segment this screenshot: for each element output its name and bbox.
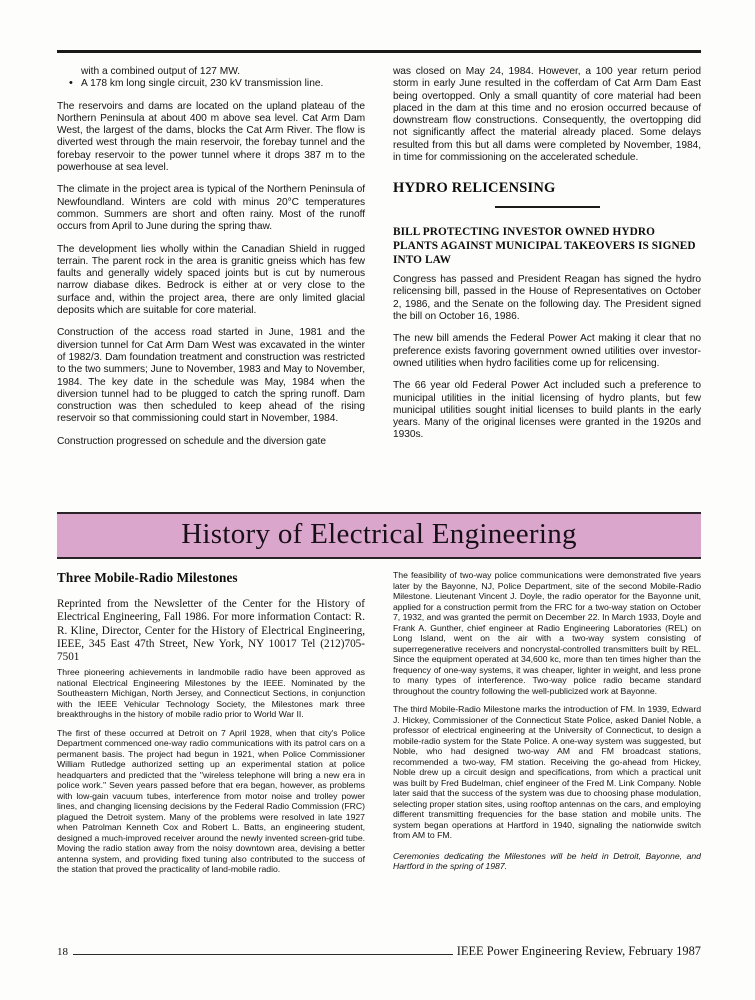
paragraph: Construction progressed on schedule and the diversion gate	[57, 435, 326, 447]
lower-article	[57, 570, 701, 930]
lower-left-column	[57, 570, 365, 930]
bullet-continuation-line: with a combined output of 127 MW.	[81, 66, 241, 77]
reprint-note: Reprinted from the Newsletter of the Center for the History of Electrical Engineering, Fall 1986. For more information Contact: R. R. Kline, Director, Center for the History of Electrical Engineering, IEEE, 345 East 47th Street, New York, NY 10017 Tel (212)705-7501	[57, 598, 365, 664]
paragraph: The 66 year old Federal Power Act included such a preference to municipal utilities in the initial licensing of hydro plants, but few municipal utilities sought initial licenses to build plants in the early years. Many of the original licenses were granted in the 1920s and 1930s.	[393, 380, 701, 441]
upper-left-column	[57, 66, 365, 486]
page-number: 18	[57, 946, 68, 958]
paragraph: The development lies wholly within the Canadian Shield in rugged terrain. The parent rock in the area is granitic gneiss which has few faults and generally widely spaced joints but is cut by numerous narrow diabase dikes. Bedrock is either at or very close to the surface and, within the project area, there are only limited glacial deposits which are suitable for core material.	[57, 243, 365, 317]
sub-heading: BILL PROTECTING INVESTOR OWNED HYDRO PLANTS AGAINST MUNICIPAL TAKEOVERS IS SIGNED INTO LAW	[393, 226, 696, 266]
article-heading: Three Mobile-Radio Milestones	[57, 570, 238, 585]
upper-article	[57, 66, 701, 486]
list-item: • A 178 km long single circuit, 230 kV transmission line.	[57, 78, 365, 90]
paragraph: The reservoirs and dams are located on the upland plateau of the Northern Peninsula at about 400 m above sea level. Cat Arm Dam West, the largest of the dams, blocks the Cat Arm River. The flow is diverted west through the main reservoir, the forebay tunnel and the forebay reservoir to the power tunnel where it drops 387 m to the powerhouse at sea level.	[57, 100, 365, 174]
upper-right-column	[393, 66, 701, 486]
paragraph: The feasibility of two-way police communications were demonstrated five years later by the Bayonne, NJ, Police Department, site of the second Mobile-Radio Milestone. Lieutenant Vincent J. Doyle, the radio operator for the Bayonne unit, applied for a construction permit from the FRC for a two-way station on October 7, 1932, and was granted the permit on December 22. In March 1933, Doyle and Frank A. Gunther, chief engineer at Radio Engineering Laboratories (REL) on Long Island, went on the air with a two-way system consisting of superregenerative receivers and noncrystal-controlled transmitters built by REL. Since the equipment operated at 34,600 kc, more than ten times higher than the frequency of one-way systems, it was cheaper, lighter in weight, and less prone to many types of interference. Two-way police radio became standard throughout the country following the well-publicized work at Bayonne.	[393, 570, 701, 696]
section-banner	[57, 512, 701, 559]
closing-italic-note: Ceremonies dedicating the Milestones will be held in Detroit, Bayonne, and Hartford in the spring of 1987.	[393, 850, 701, 871]
lower-right-column	[393, 570, 701, 930]
section-heading: HYDRO RELICENSING	[393, 180, 556, 197]
section-banner-title: History of Electrical Engineering	[181, 518, 577, 550]
publication-title: IEEE Power Engineering Review, February 1987	[456, 944, 701, 958]
section-heading-rule	[495, 206, 600, 208]
paragraph: The first of these occurred at Detroit on 7 April 1928, when that city's Police Department commenced one-way radio communications with its patrol cars on a permanent basis. The project had begun in 1921, when Police Commissioner William Rutledge authorized setting up an experimental station at police headquarters and predicted that the ''wireless telephone will bring a new era in police work.'' Seven years passed before that era began, however, as problems with low-gain vacuum tubes, interference from motor noise and trolley power lines, and changing licensing decisions by the Federal Radio Commission (FRC) plagued the Detroit system. Many of the problems were resolved in late 1927 when Patrolman Kenneth Cox and Robert L. Batts, an engineering student, designed a much-improved receiver around the newly invented screen-grid tube. Moving the radio station away from the noisy downtown area, devising a better antenna system, and providing fixed tuning also contributed to the success of the station that proved the practicality of land-mobile radio.	[57, 727, 365, 875]
paragraph: Congress has passed and President Reagan has signed the hydro relicensing bill, passed in the House of Representatives on October 2, 1986, and the Senate on the following day. The President signed the bill on October 16, 1986.	[393, 274, 701, 323]
footer-rule	[73, 954, 453, 955]
paragraph: The third Mobile-Radio Milestone marks the introduction of FM. In 1939, Edward J. Hickey, Commissioner of the Connecticut State Police, asked Daniel Noble, a professor of electrical engineering at the University of Connecticut, to design a mobile-radio system for the State Police. A one-way system was suggested, but Noble, who had designed two-way AM and FM broadcast stations, recommended a two-way, FM station. Receiving the go-ahead from Hickey, Noble drew up a circuit design and specifications, from which a practical unit was built by Fred Budelman, chief engineer of the Fred M. Link Company. Noble later said that the success of the system was due to choosing phase modulation, selecting proper station sites, using rooftop antennas on the cars, and employing different transmitting frequencies for the base station and mobile units. The system began operations at Hartford in 1940, signaling the nationwide switch from AM to FM.	[393, 704, 701, 840]
paragraph: was closed on May 24, 1984. However, a 100 year return period storm in early June resulted in the cofferdam of Cat Arm Dam East being overtopped. Only a small quantity of core material had been placed in the dam at this time and no erosion occurred because of downstream flow constructions. Consequently, the overtopping did not significantly affect the material already placed. Some delays resulted from this but all dams were completed by November, 1984, in time for commissioning on the accelerated schedule.	[393, 66, 701, 164]
paragraph: The new bill amends the Federal Power Act making it clear that no preference exists favoring government owned utilities over investor-owned utilities when hydro facilities come up for relicensing.	[393, 333, 701, 369]
paragraph: The climate in the project area is typical of the Northern Peninsula of Newfoundland. Winters are cold with minus 20°C temperatures common. Summers are short and often rainy. Most of the runoff occurs from April to June during the spring thaw.	[57, 184, 365, 233]
top-divider-rule	[57, 50, 701, 53]
page-footer	[57, 944, 701, 959]
paragraph: Three pioneering achievements in landmobile radio have been approved as national Electrical Engineering Milestones by the IEEE. Nominated by the Southeastern Michigan, North Jersey, and Connecticut Sections, in conjunction with the IEEE Vehicular Technology Society, the Milestones mark three breakthroughs in the history of mobile radio prior to World War II.	[57, 667, 365, 720]
bullet-list	[57, 66, 365, 91]
paragraph: Construction of the access road started in June, 1981 and the diversion tunnel for Cat Arm Dam West was excavated in the winter of 1982/3. Dam foundation treatment and construction was restricted to the two summers; June to November, 1983 and May to November, 1984. The key date in the schedule was May, 1984 when the diversion tunnel had to be plugged to catch the spring runoff. Dam construction was then scheduled to keep ahead of the rising reservoir so that commissioning could start in November, 1984.	[57, 327, 365, 425]
